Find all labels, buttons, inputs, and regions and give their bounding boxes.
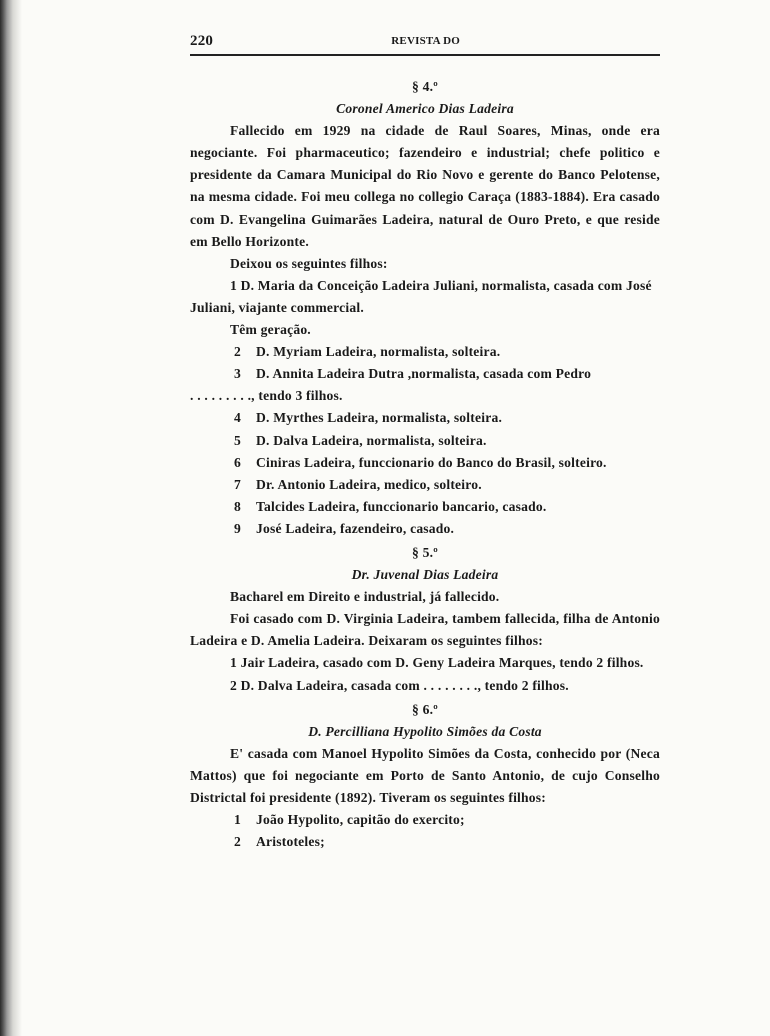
page (190, 30, 660, 853)
list-item: 2 Aristoteles; (234, 834, 325, 850)
page-header (190, 30, 660, 56)
list-item: 6 Ciniras Ladeira, funccionario do Banco do Brasil, solteiro. (234, 454, 607, 470)
section-4-heading: Coronel Americo Dias Ladeira (336, 101, 514, 117)
list-item: 8 Talcides Ladeira, funccionario bancario, casado. (234, 498, 547, 514)
list-item: 1 João Hypolito, capitão do exercito; (234, 812, 465, 828)
list-item: 3 D. Annita Ladeira Dutra ,normalista, casada com Pedro (234, 366, 592, 382)
section-5-child-1: 1 Jair Ladeira, casado com D. Geny Ladeira Marques, tendo 2 filhos. (230, 655, 644, 671)
scan-binding-shadow (0, 0, 22, 1036)
section-4-paragraph: Fallecido em 1929 na cidade de Raul Soares, Minas, onde era negociante. Foi pharmaceutico; fazendeiro e industrial; chefe politico e presidente da Camara Municipal do Rio Novo e gerente do Banco Pelotense, na mesma cidade. Foi meu collega no collegio Caraça (1883-1884). Era casado com D. Evangelina Guimarães Ladeira, natural de Ouro Preto, e que reside em Bello Horizonte. (190, 123, 660, 249)
section-5-sign: § 5.º (412, 544, 438, 560)
section-4-sign: § 4.º (412, 79, 438, 94)
section-5-heading: Dr. Juvenal Dias Ladeira (351, 567, 499, 583)
list-item: 7 Dr. Antonio Ladeira, medico, solteiro. (234, 476, 482, 492)
section-4-children-intro: Deixou os seguintes filhos: (230, 255, 388, 271)
section-5-child-2: 2 D. Dalva Ladeira, casada com . . . . . . . ., tendo 2 filhos. (230, 677, 569, 693)
list-item: 2 D. Myriam Ladeira, normalista, solteira. (234, 344, 501, 360)
section-5-paragraph-2: Foi casado com D. Virginia Ladeira, tambem fallecida, filha de Antonio Ladeira e D. Amelia Ladeira. Deixaram os seguintes filhos: (190, 611, 660, 649)
section-6-paragraph: E' casada com Manoel Hypolito Simões da Costa, conhecido por (Neca Mattos) que foi negociante em Porto de Santo Antonio, de cujo Conselho Districtal foi presidente (1892). Tiveram os seguintes filhos: (190, 745, 660, 805)
section-4-child-1: 1 D. Maria da Conceição Ladeira Juliani, normalista, casada com José Juliani, viajante commercial. (190, 277, 652, 315)
page-number: 220 (190, 32, 214, 49)
section-4-child-1-note: Têm geração. (230, 322, 311, 338)
list-item-continuation: . . . . . . . . ., tendo 3 filhos. (190, 388, 343, 404)
list-item: 5 D. Dalva Ladeira, normalista, solteira. (234, 432, 487, 448)
running-title: REVISTA DO (391, 34, 460, 47)
list-item: 9 José Ladeira, fazendeiro, casado. (234, 520, 455, 536)
list-item: 4 D. Myrthes Ladeira, normalista, solteira. (234, 410, 503, 426)
section-5-paragraph-1: Bacharel em Direito e industrial, já fallecido. (230, 589, 500, 605)
section-6-heading: D. Percilliana Hypolito Simões da Costa (308, 723, 542, 739)
section-6-sign: § 6.º (412, 701, 438, 717)
